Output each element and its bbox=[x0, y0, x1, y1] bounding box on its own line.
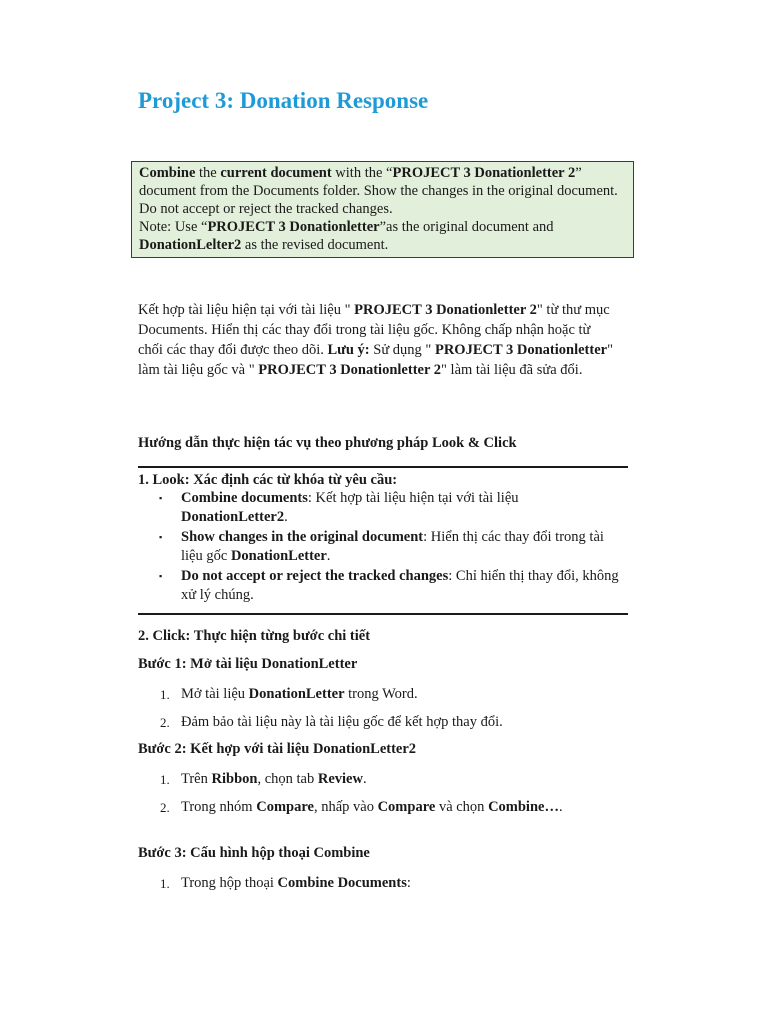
task-text-2: Do not accept or reject the tracked changes. bbox=[139, 201, 393, 217]
vietnamese-translation: Kết hợp tài liệu hiện tại với tài liệu " PROJECT 3 Donationletter 2" từ thư mục Documents. Hiển thị các thay đổi trong tài liệu gốc. Không chấp nhận hoặc từ chối các thay đổi được theo dõi. Lưu ý: Sử dụng " PROJECT 3 Donationletter" làm tài liệu gốc và " PROJECT 3 Donationletter 2" làm tài liệu đã sửa đổi. bbox=[138, 302, 614, 378]
bullet-icon: ▪ bbox=[159, 532, 163, 542]
list-item: ▪ Combine documents: Kết hợp tài liệu hiện tại với tài liệu DonationLetter2. bbox=[159, 490, 519, 525]
divider-line bbox=[138, 466, 628, 468]
step-2-heading: Bước 2: Kết hợp với tài liệu DonationLetter2 bbox=[138, 741, 417, 757]
step-3-list bbox=[160, 874, 600, 893]
step-2-list bbox=[160, 770, 600, 817]
bullet-icon: ▪ bbox=[159, 493, 163, 503]
step-1-list bbox=[160, 685, 600, 732]
list-item: ▪ Show changes in the original document: Hiển thị các thay đổi trong tài liệu gốc DonationLetter. bbox=[159, 529, 604, 564]
task-box bbox=[131, 161, 634, 258]
list-item: 1. Mở tài liệu DonationLetter trong Word. bbox=[160, 686, 418, 702]
list-item: 2. Đảm bảo tài liệu này là tài liệu gốc để kết hợp thay đổi. bbox=[160, 714, 503, 730]
list-item: 2. Trong nhóm Compare, nhấp vào Compare và chọn Combine…. bbox=[160, 799, 563, 815]
list-item: ▪ Do not accept or reject the tracked changes: Chỉ hiển thị thay đổi, không xử lý chúng. bbox=[159, 568, 619, 603]
click-heading: 2. Click: Thực hiện từng bước chi tiết bbox=[138, 628, 371, 644]
divider-line bbox=[138, 613, 628, 615]
look-keyword-list bbox=[159, 489, 621, 606]
step-1-heading: Bước 1: Mở tài liệu DonationLetter bbox=[138, 656, 358, 672]
list-item: 1. Trên Ribbon, chọn tab Review. bbox=[160, 771, 367, 787]
bullet-icon: ▪ bbox=[159, 571, 163, 581]
task-text-1: Combine the current document with the “PROJECT 3 Donationletter 2” document from the Documents folder. Show the changes in the original document. bbox=[139, 165, 618, 199]
task-note: Note: Use “PROJECT 3 Donationletter”as the original document and DonationLelter2 as the revised document. bbox=[139, 219, 554, 253]
guide-heading: Hướng dẫn thực hiện tác vụ theo phương pháp Look & Click bbox=[138, 435, 517, 451]
list-item: 1. Trong hộp thoại Combine Documents: bbox=[160, 875, 411, 891]
step-3-heading: Bước 3: Cấu hình hộp thoại Combine bbox=[138, 845, 370, 861]
look-heading: 1. Look: Xác định các từ khóa từ yêu cầu: bbox=[138, 472, 398, 488]
page-title: Project 3: Donation Response bbox=[138, 88, 429, 113]
